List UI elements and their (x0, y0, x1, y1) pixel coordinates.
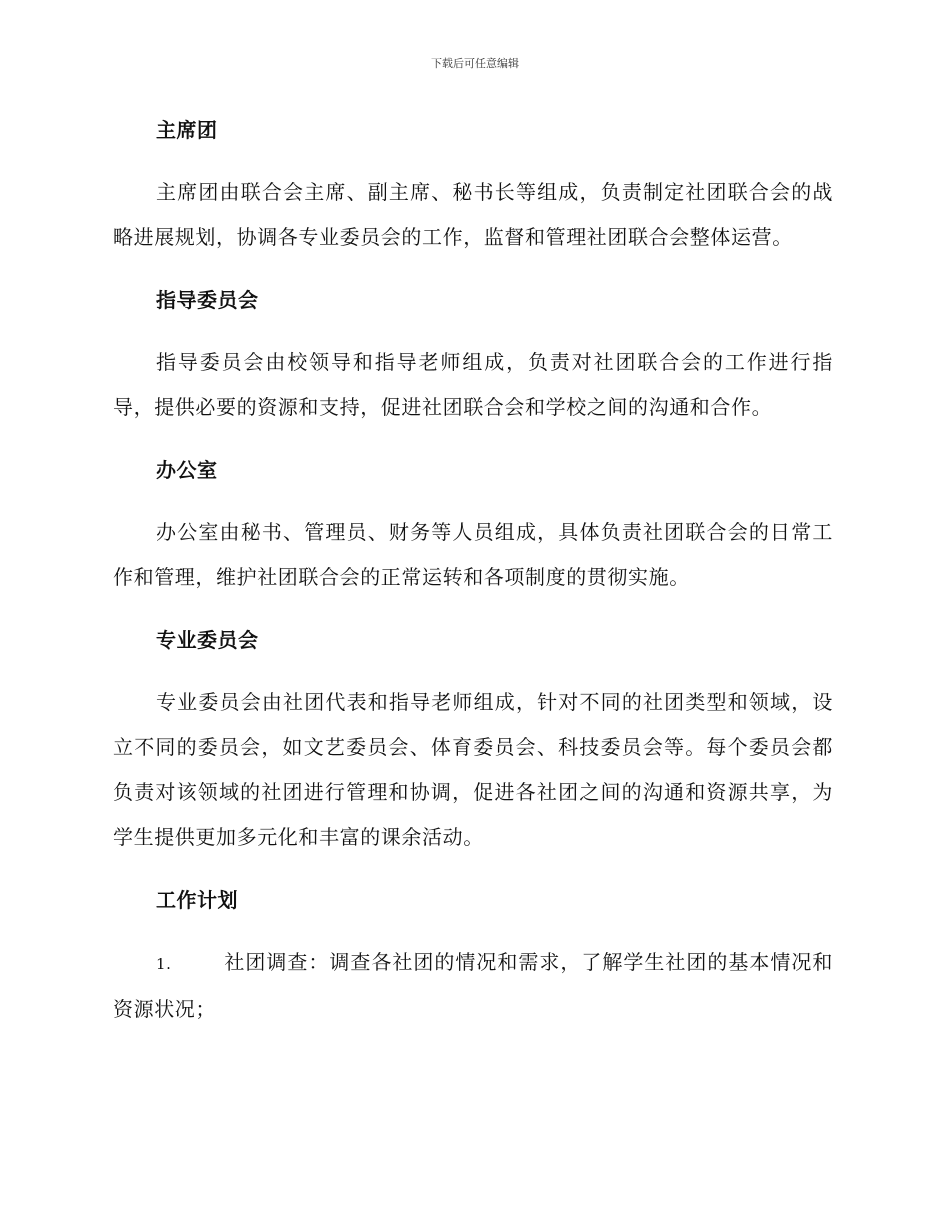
list-item-number: 1. (156, 955, 172, 973)
list-item (113, 940, 833, 1032)
section-advisory-committee (113, 282, 833, 430)
section-heading: 工作计划 (156, 888, 238, 912)
section-office (113, 452, 833, 600)
section-paragraph: 主席团由联合会主席、副主席、秘书长等组成，负责制定社团联合会的战略进展规划，协调各专业委员会的工作，监督和管理社团联合会整体运营。 (113, 180, 833, 249)
page-header-note: 下载后可任意编辑 (431, 57, 519, 70)
section-special-committees (113, 622, 833, 860)
section-paragraph: 指导委员会由校领导和指导老师组成，负责对社团联合会的工作进行指导，提供必要的资源和支持，促进社团联合会和学校之间的沟通和合作。 (113, 350, 833, 419)
section-heading: 指导委员会 (156, 288, 259, 312)
section-presidium (113, 112, 833, 260)
section-heading: 办公室 (156, 458, 218, 482)
section-paragraph: 办公室由秘书、管理员、财务等人员组成，具体负责社团联合会的日常工作和管理，维护社团联合会的正常运转和各项制度的贯彻实施。 (113, 520, 833, 589)
list-item-text: 社团调查：调查各社团的情况和需求，了解学生社团的基本情况和资源状况； (113, 950, 833, 1021)
section-paragraph: 专业委员会由社团代表和指导老师组成，针对不同的社团类型和领域，设立不同的委员会，如文艺委员会、体育委员会、科技委员会等。每个委员会都负责对该领域的社团进行管理和协调，促进各社团之间的沟通和资源共享，为学生提供更加多元化和丰富的课余活动。 (113, 690, 833, 849)
section-heading: 主席团 (156, 118, 218, 142)
document-body (113, 112, 833, 1032)
section-heading: 专业委员会 (156, 628, 259, 652)
section-work-plan (113, 882, 833, 1032)
